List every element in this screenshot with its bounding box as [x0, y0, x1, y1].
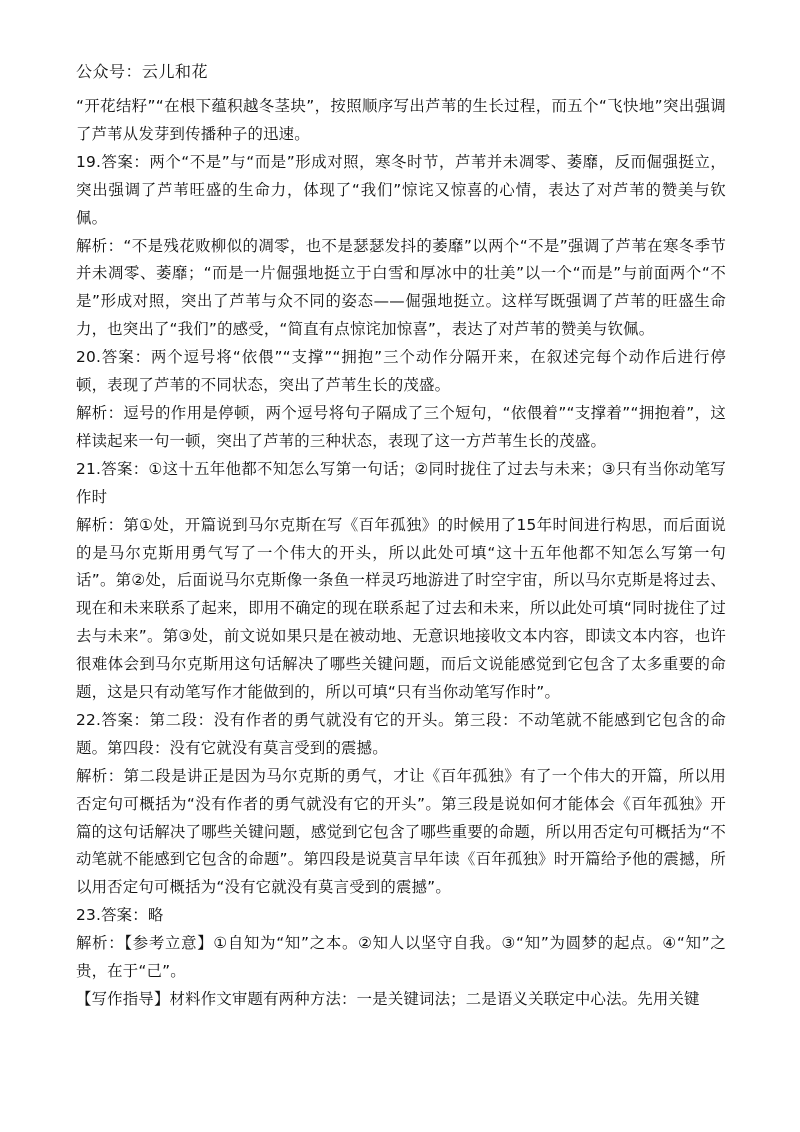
- paragraph-answer-21: 21.答案：①这十五年他都不知怎么写第一句话；②同时拢住了过去与未来；③只有当你动笔写作时: [76, 459, 726, 506]
- paragraph-answer-19: 19.答案：两个“不是”与“而是”形成对照，寒冬时节，芦苇并未凋零、萎靡，反而倔强挺立，突出强调了芦苇旺盛的生命力，体现了“我们”惊诧又惊喜的心情，表达了对芦苇的赞美与钦佩。: [76, 152, 726, 227]
- paragraph-analysis-23: 解析：【参考立意】①自知为“知”之本。②知人以坚守自我。③“知”为圆梦的起点。④“知”之贵，在于“己”。: [76, 934, 726, 981]
- paragraph-answer-20: 20.答案：两个逗号将“依偎”“支撑”“拥抱”三个动作分隔开来，在叙述完每个动作后进行停顿，表现了芦苇的不同状态，突出了芦苇生长的茂盛。: [76, 348, 726, 395]
- header-account-name: 公众号：云儿和花: [76, 62, 209, 81]
- paragraph-analysis-21: 解析：第①处，开篇说到马尔克斯在写《百年孤独》的时候用了15年时间进行构思，而后面说的是马尔克斯用勇气写了一个伟大的开头，所以此处可填“这十五年他都不知怎么写第一句话”。第②处，后面说马尔克斯像一条鱼一样灵巧地游进了时空宇宙，所以马尔克斯是将过去、现在和未来联系了起来，即用不确定的现在联系起了过去和未来，所以此处可填“同时拢住了过去与未来”。第③处，前文说如果只是在被动地、无意识地接收文本内容，即读文本内容，也许很难体会到马尔克斯用这句话解决了哪些关键问题，而后文说能感觉到它包含了太多重要的命题，这是只有动笔写作才能做到的，所以可填“只有当你动笔写作时”。: [76, 515, 726, 702]
- paragraph-answer-23: 23.答案：略: [76, 906, 164, 925]
- answer-content: [76, 93, 726, 1014]
- paragraph-analysis-20: 解析：逗号的作用是停顿，两个逗号将句子隔成了三个短句，“依偎着”“支撑着”“拥抱着”，这样读起来一句一顿，突出了芦苇的三种状态，表现了这一方芦苇生长的茂盛。: [76, 403, 727, 450]
- paragraph-analysis-22: 解析：第二段是讲正是因为马尔克斯的勇气，才让《百年孤独》有了一个伟大的开篇，所以用否定句可概括为“没有作者的勇气就没有它的开头”。第三段是说如何才能体会《百年孤独》开篇的这句话解决了哪些关键问题，感觉到它包含了哪些重要的命题，所以用否定句可概括为“不动笔就不能感到它包含的命题”。第四段是说莫言早年读《百年孤独》时开篇给予他的震撼，所以用否定句可概括为“没有它就没有莫言受到的震撼”。: [76, 766, 726, 897]
- paragraph-answer-22: 22.答案：第二段：没有作者的勇气就没有它的开头。第三段：不动笔就不能感到它包含的命题。第四段：没有它就没有莫言受到的震撼。: [76, 710, 726, 757]
- paragraph-analysis-19: 解析：“不是残花败柳似的凋零，也不是瑟瑟发抖的萎靡”以两个“不是”强调了芦苇在寒冬季节并未凋零、萎靡；“而是一片倔强地挺立于白雪和厚冰中的壮美”以一个“而是”与前面两个“不是”形成对照，突出了芦苇与众不同的姿态——倔强地挺立。这样写既强调了芦苇的旺盛生命力，也突出了“我们”的感受，“简直有点惊诧加惊喜”，表达了对芦苇的赞美与钦佩。: [76, 236, 726, 339]
- paragraph-intro: “开花结籽”“在根下蕴积越冬茎块”，按照顺序写出芦苇的生长过程，而五个“飞快地”突出强调了芦苇从发芽到传播种子的迅速。: [76, 97, 726, 143]
- paragraph-writing-guide: 【写作指导】材料作文审题有两种方法：一是关键词法；二是语义关联定中心法。先用关键: [76, 990, 700, 1008]
